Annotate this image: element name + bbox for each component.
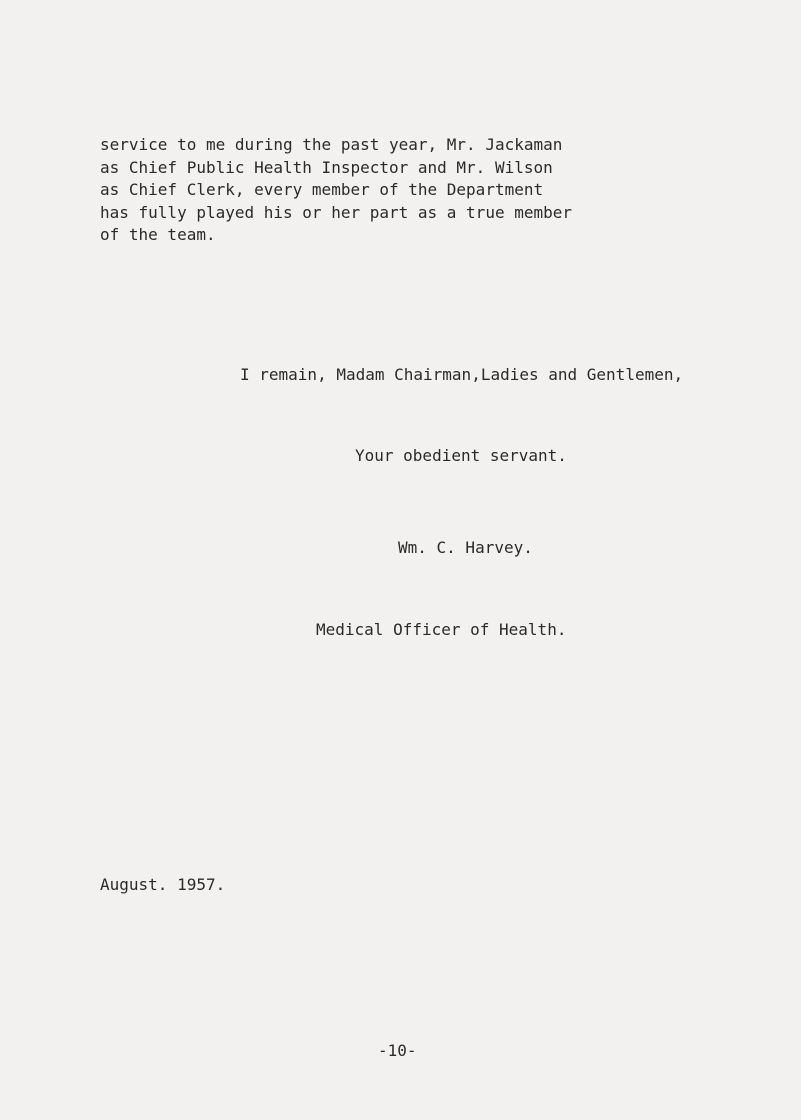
letter-date: August. 1957.	[100, 875, 226, 894]
body-line: has fully played his or her part as a true member	[100, 202, 573, 222]
body-line: as Chief Public Health Inspector and Mr. Wilson	[100, 157, 553, 177]
signatory-name: Wm. C. Harvey.	[398, 538, 533, 557]
body-line: of the team.	[100, 225, 216, 244]
body-paragraph	[100, 134, 740, 247]
letter-closing: I remain, Madam Chairman,Ladies and Gentlemen,	[240, 365, 684, 384]
valediction: Your obedient servant.	[355, 446, 567, 465]
body-line: as Chief Clerk, every member of the Department	[100, 180, 544, 199]
page-number: -10-	[378, 1041, 417, 1060]
body-line: service to me during the past year, Mr. Jackaman	[100, 135, 563, 154]
signatory-title: Medical Officer of Health.	[316, 620, 567, 639]
